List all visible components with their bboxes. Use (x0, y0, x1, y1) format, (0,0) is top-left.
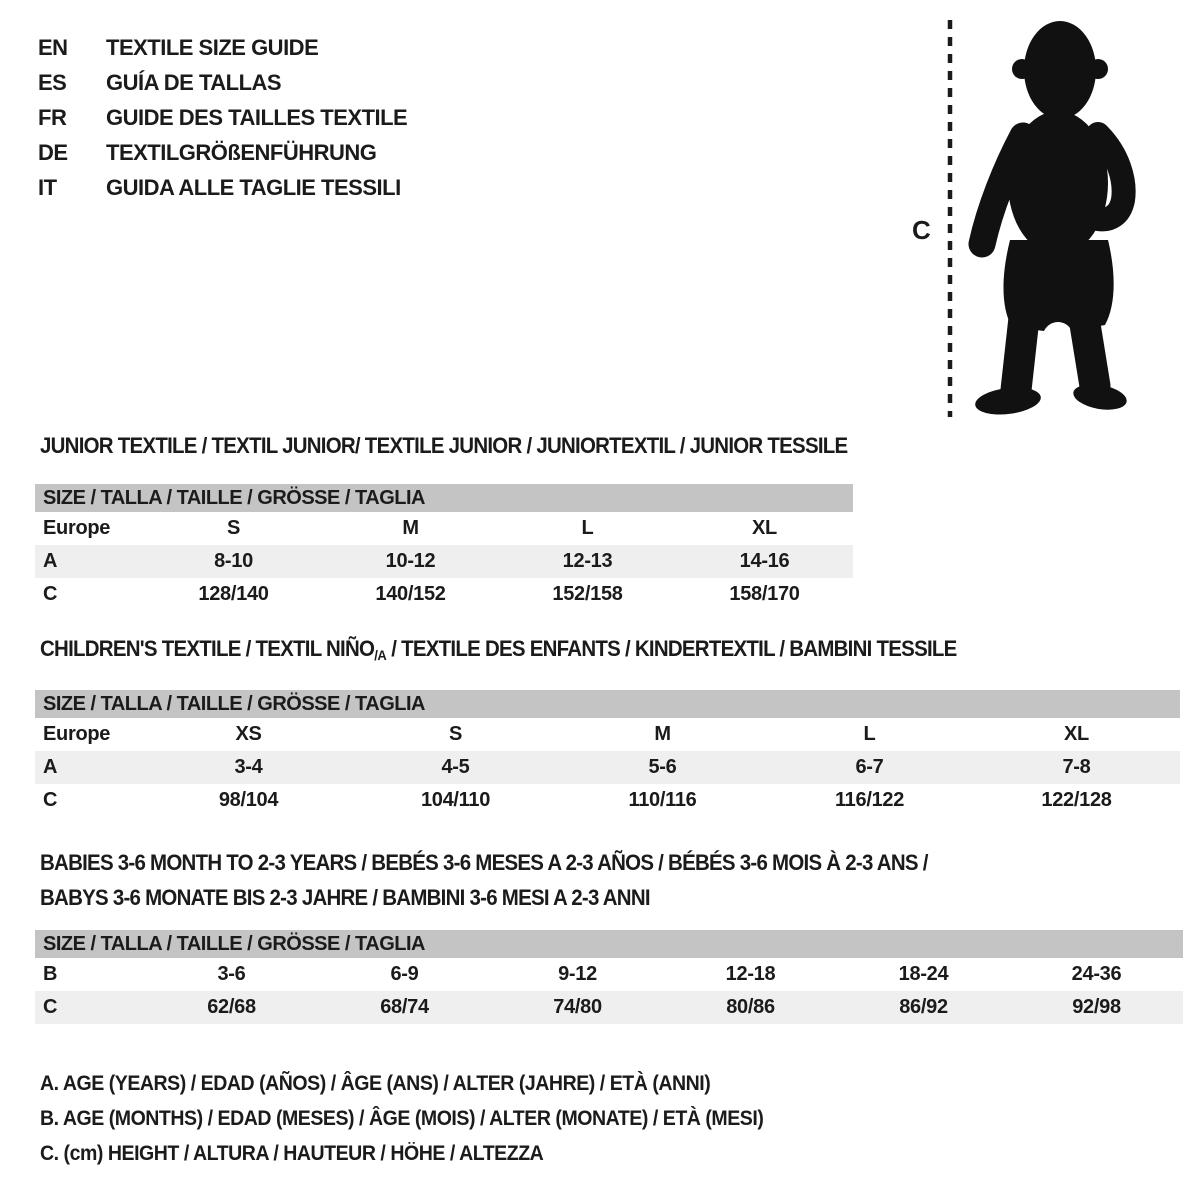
legend-height-cm: C. (cm) HEIGHT / ALTURA / HAUTEUR / HÖHE / ALTEZZA (40, 1142, 544, 1165)
age-cell: 12-18 (725, 963, 776, 985)
size-cell: XL (1064, 723, 1089, 745)
junior-size-table (35, 484, 853, 611)
age-cell: 7-8 (1062, 756, 1091, 778)
height-cell: 68/74 (380, 996, 429, 1018)
junior-textile-title: JUNIOR TEXTILE / TEXTIL JUNIOR/ TEXTILE JUNIOR / JUNIORTEXTIL / JUNIOR TESSILE (40, 433, 848, 458)
lang-code: EN (38, 35, 68, 60)
lang-row-fr (38, 100, 407, 135)
title-text: CHILDREN'S TEXTILE / TEXTIL NIÑO (40, 636, 375, 661)
age-cell: 4-5 (441, 756, 470, 778)
table-row-height-cm (35, 784, 1180, 817)
height-cell: 140/152 (375, 583, 446, 605)
row-label: A (43, 550, 58, 572)
lang-title: GUÍA DE TALLAS (106, 70, 282, 95)
table-row-age-years (35, 545, 853, 578)
height-measure-label: C (912, 215, 931, 245)
lang-row-es (38, 65, 407, 100)
lang-title: TEXTILGRÖßENFÜHRUNG (106, 140, 377, 165)
childrens-textile-title (40, 636, 957, 668)
table-row-height-cm (35, 578, 853, 611)
babies-size-table (35, 930, 1183, 1024)
height-cell: 86/92 (899, 996, 948, 1018)
age-cell: 14-16 (739, 550, 790, 572)
lang-title: TEXTILE SIZE GUIDE (106, 35, 319, 60)
size-cell: L (581, 517, 594, 539)
row-label: C (43, 789, 58, 811)
lang-row-en (38, 30, 407, 65)
babies-title-line1: BABIES 3-6 MONTH TO 2-3 YEARS / BEBÉS 3-6 MESES A 2-3 AÑOS / BÉBÉS 3-6 MOIS À 2-3 ANS / (40, 850, 928, 875)
age-cell: 5-6 (648, 756, 677, 778)
age-cell: 9-12 (558, 963, 597, 985)
measure-legend (40, 1066, 818, 1171)
size-cell: M (402, 517, 419, 539)
legend-age-years: A. AGE (YEARS) / EDAD (AÑOS) / ÂGE (ANS) / ALTER (JAHRE) / ETÀ (ANNI) (40, 1072, 711, 1095)
lang-code: IT (38, 175, 57, 200)
lang-code: FR (38, 105, 67, 130)
row-label: A (43, 756, 58, 778)
age-cell: 8-10 (214, 550, 253, 572)
legend-age-months: B. AGE (MONTHS) / EDAD (MESES) / ÂGE (MOIS) / ALTER (MONATE) / ETÀ (MESI) (40, 1107, 764, 1130)
age-cell: 3-4 (234, 756, 263, 778)
lang-row-it (38, 170, 407, 205)
age-cell: 12-13 (562, 550, 613, 572)
row-label: B (43, 963, 58, 985)
size-cell: S (226, 517, 241, 539)
height-cell: 80/86 (726, 996, 775, 1018)
size-cell: M (654, 723, 671, 745)
lang-title: GUIDE DES TAILLES TEXTILE (106, 105, 408, 130)
age-cell: 3-6 (217, 963, 246, 985)
size-cell: XS (235, 723, 262, 745)
babies-title-line2: BABYS 3-6 MONATE BIS 2-3 JAHRE / BAMBINI 3-6 MESI A 2-3 ANNI (40, 885, 650, 910)
title-subscript: /A (374, 647, 387, 663)
height-cell: 74/80 (553, 996, 602, 1018)
table-row-europe (35, 718, 1180, 751)
title-text: / TEXTILE DES ENFANTS / KINDERTEXTIL / BAMBINI TESSILE (386, 636, 957, 661)
row-label: Europe (43, 723, 111, 745)
table-row-height-cm (35, 991, 1183, 1024)
size-header-bar: SIZE / TALLA / TAILLE / GRÖSSE / TAGLIA (35, 930, 1183, 958)
age-cell: 24-36 (1071, 963, 1122, 985)
row-label: C (43, 583, 58, 605)
children-size-table (35, 690, 1180, 817)
row-label: C (43, 996, 58, 1018)
height-cell: 110/116 (628, 789, 697, 811)
baby-silhouette (974, 21, 1129, 418)
language-title-list (38, 30, 407, 205)
age-cell: 10-12 (385, 550, 436, 572)
height-cell: 122/128 (1041, 789, 1112, 811)
height-cell: 128/140 (198, 583, 269, 605)
baby-silhouette-figure (900, 12, 1150, 422)
lang-row-de (38, 135, 407, 170)
size-cell: L (863, 723, 876, 745)
table-row-age-months (35, 958, 1183, 991)
height-cell: 98/104 (218, 789, 279, 811)
height-cell: 152/158 (552, 583, 623, 605)
size-cell: XL (752, 517, 777, 539)
height-cell: 158/170 (729, 583, 800, 605)
table-row-age-years (35, 751, 1180, 784)
height-cell: 62/68 (207, 996, 256, 1018)
age-cell: 6-7 (855, 756, 884, 778)
height-cell: 104/110 (420, 789, 491, 811)
age-cell: 18-24 (898, 963, 949, 985)
babies-textile-title (40, 845, 928, 915)
age-cell: 6-9 (390, 963, 419, 985)
lang-title: GUIDA ALLE TAGLIE TESSILI (106, 175, 401, 200)
lang-code: DE (38, 140, 68, 165)
height-cell: 92/98 (1072, 996, 1121, 1018)
row-label: Europe (43, 517, 111, 539)
size-header-bar: SIZE / TALLA / TAILLE / GRÖSSE / TAGLIA (35, 690, 1180, 718)
table-row-europe (35, 512, 853, 545)
lang-code: ES (38, 70, 67, 95)
height-cell: 116/122 (834, 789, 905, 811)
size-header-bar: SIZE / TALLA / TAILLE / GRÖSSE / TAGLIA (35, 484, 853, 512)
size-cell: S (448, 723, 463, 745)
